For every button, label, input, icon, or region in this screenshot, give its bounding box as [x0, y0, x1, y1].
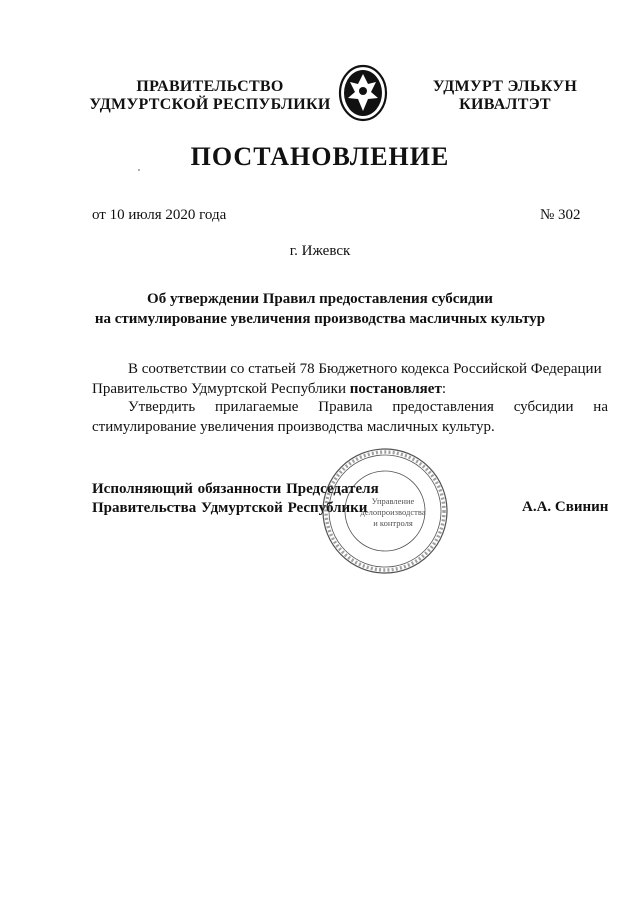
document-date: от 10 июля 2020 года [92, 207, 227, 223]
header-left [86, 78, 334, 114]
p1-plain-text: Правительство Удмуртской Республики [92, 381, 350, 397]
header-left-line-1: ПРАВИТЕЛЬСТВО [136, 78, 284, 95]
subject-line-1: Об утверждении Правил предоставления субсидии [147, 291, 493, 307]
header-right-line-1: УДМУРТ ЭЛЬКУН [432, 78, 578, 95]
official-seal-stamp [320, 446, 450, 576]
signatory-title-line-1: Исполняющий обязанности Председателя [92, 481, 379, 497]
document-number: № 302 [540, 207, 581, 223]
coat-of-arms-icon [338, 64, 388, 122]
document-city: г. Ижевск [289, 243, 351, 259]
p1-end-text: : [441, 381, 446, 397]
seal-inner-line-1: Управление [371, 496, 415, 506]
document-subject [60, 289, 580, 329]
document-title: ПОСТАНОВЛЕНИЕ [190, 142, 450, 171]
header-right [420, 78, 590, 114]
paragraph-2-line-2: стимулирование увеличения производства масличных культур. [92, 419, 495, 435]
seal-inner-line-2: делопроизводства [360, 507, 426, 517]
signatory-name: А.А. Свинин [522, 499, 609, 515]
paragraph-2-line-1: Утвердить прилагаемые Правила предоставления субсидии на [128, 399, 608, 415]
signatory-title-line-2: Правительства Удмуртской Республики [92, 500, 368, 516]
p1-bold-text: постановляет [349, 381, 442, 397]
header-left-line-2: УДМУРТСКОЙ РЕСПУБЛИКИ [89, 96, 331, 113]
paragraph-1-line-1: В соответствии со статьей 78 Бюджетного кодекса Российской Федерации [128, 361, 602, 377]
header-right-line-2: КИВАЛТЭТ [459, 96, 551, 113]
seal-inner-line-3: и контроля [373, 518, 413, 528]
subject-line-2: на стимулирование увеличения производства масличных культур [94, 311, 546, 327]
paragraph-1-line-2 [92, 379, 446, 399]
